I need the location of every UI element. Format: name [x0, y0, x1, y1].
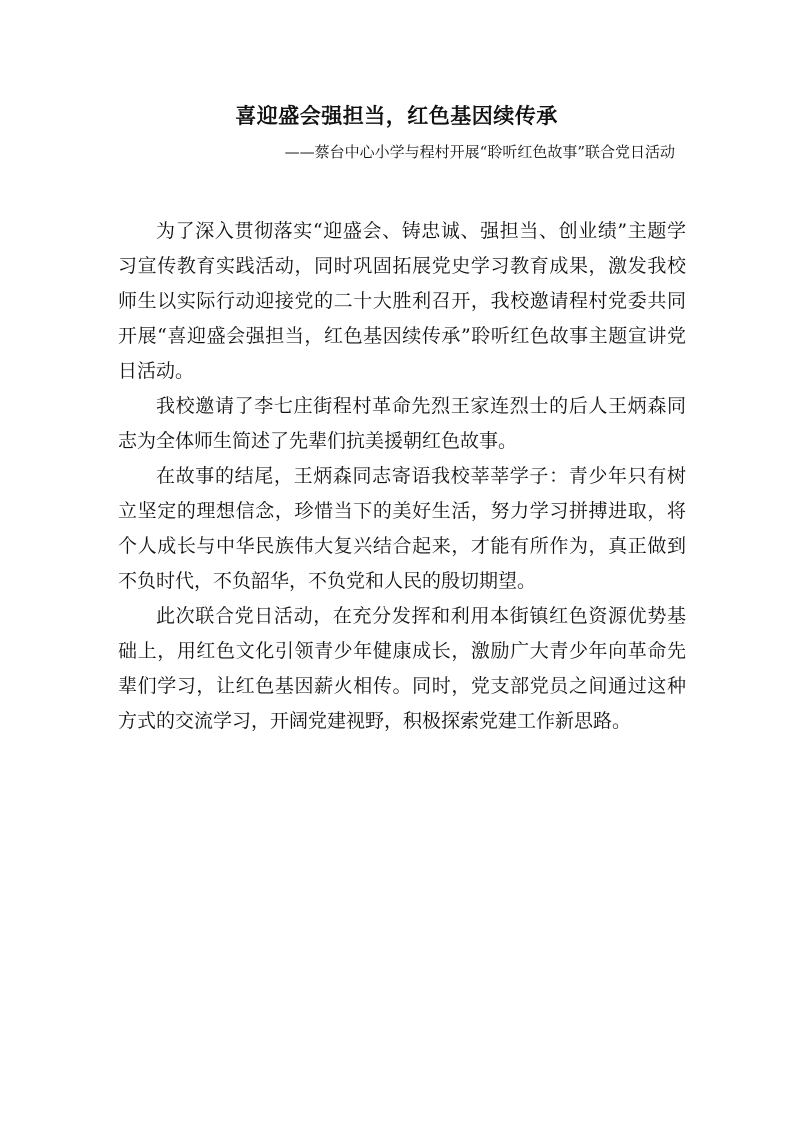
document-subtitle: ——蔡台中心小学与程村开展“聆听红色故事”联合党日活动 [284, 143, 675, 161]
document-body [118, 214, 686, 739]
paragraph-2: 我校邀请了李七庄街程村革命先烈王家连烈士的后人王炳森同志为全体师生简述了先辈们抗美援朝红色故事。 [118, 395, 686, 452]
paragraph-1: 为了深入贯彻落实“迎盛会、铸忠诚、强担当、创业绩”主题学习宣传教育实践活动，同时巩固拓展党史学习教育成果，激发我校师生以实际行动迎接党的二十大胜利召开，我校邀请程村党委共同开展“喜迎盛会强担当，红色基因续传承”聆听红色故事主题宣讲党日活动。 [118, 220, 686, 382]
paragraph-3: 在故事的结尾，王炳森同志寄语我校莘莘学子：青少年只有树立坚定的理想信念，珍惜当下的美好生活，努力学习拼搏进取，将个人成长与中华民族伟大复兴结合起来，才能有所作为，真正做到不负时代，不负韶华，不负党和人民的殷切期望。 [118, 465, 686, 592]
paragraph-4: 此次联合党日活动，在充分发挥和利用本街镇红色资源优势基础上，用红色文化引领青少年健康成长，激励广大青少年向革命先辈们学习，让红色基因薪火相传。同时，党支部党员之间通过这种方式的交流学习，开阔党建视野，积极探索党建工作新思路。 [118, 605, 686, 732]
document-title: 喜迎盛会强担当，红色基因续传承 [235, 103, 558, 128]
